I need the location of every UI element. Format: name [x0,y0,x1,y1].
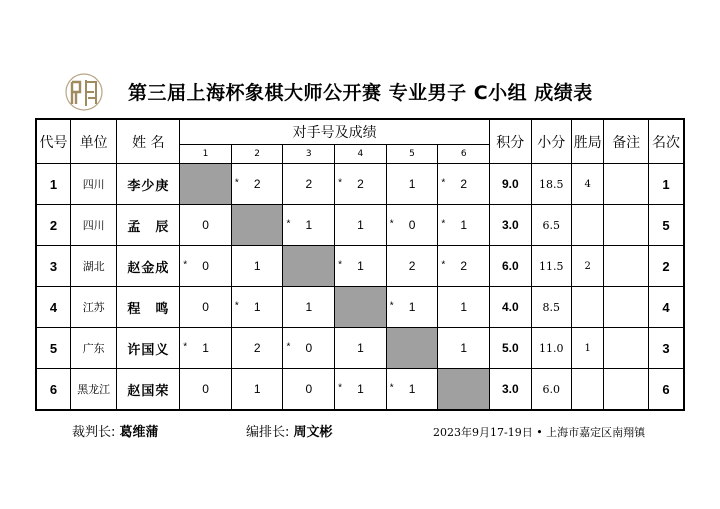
first-move-mark: * [441,259,446,271]
result-cell [335,369,387,411]
player-points: 3.0 [490,369,532,411]
self-cell [386,328,438,369]
result-cell [438,246,490,287]
player-rank: 4 [648,287,684,328]
result-cell [438,287,490,328]
result-score: 2 [253,177,261,191]
date-location: 2023年9月17-19日 • 上海市嘉定区南翔镇 [433,426,646,439]
player-name: 赵金成 [117,246,180,287]
result-cell [283,287,335,328]
player-tiebreak: 11.5 [531,246,571,287]
player-rank: 6 [648,369,684,411]
first-move-mark: * [389,382,394,394]
self-cell [283,246,335,287]
first-move-mark: * [389,218,394,230]
opp-number: 3 [283,145,335,164]
result-cell [180,205,232,246]
result-score: 2 [253,341,261,355]
first-move-mark: * [441,177,446,189]
result-cell [386,164,438,205]
arbiter-block [246,421,333,440]
result-cell [438,328,490,369]
referee-block [72,421,159,440]
player-rank: 1 [648,164,684,205]
result-score: 1 [408,300,416,314]
player-notes [604,205,649,246]
result-cell [180,328,232,369]
result-score: 0 [202,218,209,232]
player-points: 4.0 [490,287,532,328]
player-wins [572,287,604,328]
first-move-mark: * [338,382,343,394]
result-score: 0 [202,259,209,273]
header-notes: 备注 [604,119,649,164]
result-cell [283,205,335,246]
self-cell [231,205,283,246]
result-score: 2 [305,177,313,191]
player-tiebreak: 8.5 [531,287,571,328]
arbiter-name: 周文彬 [293,425,333,440]
result-score: 1 [357,259,364,273]
referee-name: 葛维蒲 [119,425,159,440]
result-cell [386,369,438,411]
player-unit: 四川 [70,164,117,205]
player-points: 6.0 [490,246,532,287]
results-table-wrap [35,118,685,410]
result-cell [335,164,387,205]
player-code: 1 [36,164,70,205]
opp-number: 1 [180,145,232,164]
table-row [36,287,684,328]
result-cell [335,205,387,246]
opp-number: 2 [231,145,283,164]
player-rank: 2 [648,246,684,287]
first-move-mark: * [286,218,291,230]
results-table [35,118,685,411]
header-rank: 名次 [648,119,684,164]
table-row [36,205,684,246]
player-notes [604,287,649,328]
player-unit: 四川 [70,205,117,246]
player-tiebreak: 6.0 [531,369,571,411]
header-wins: 胜局 [572,119,604,164]
player-name: 赵国荣 [117,369,180,411]
result-cell [335,328,387,369]
player-notes [604,328,649,369]
player-name: 李少庚 [117,164,180,205]
player-rank: 3 [648,328,684,369]
table-row [36,246,684,287]
player-wins: 2 [572,246,604,287]
result-score: 0 [202,382,209,396]
result-cell [283,164,335,205]
player-code: 3 [36,246,70,287]
result-score: 1 [305,300,313,314]
result-score: 1 [253,259,261,273]
header-unit: 单位 [70,119,117,164]
result-cell [283,328,335,369]
arbiter-label: 编排长: [246,425,290,440]
table-row [36,369,684,411]
result-cell [231,164,283,205]
result-cell [438,164,490,205]
result-cell [180,369,232,411]
result-score: 1 [253,300,261,314]
player-code: 6 [36,369,70,411]
first-move-mark: * [234,177,239,189]
player-points: 9.0 [490,164,532,205]
player-code: 2 [36,205,70,246]
result-score: 2 [460,259,468,273]
player-name: 孟 辰 [117,205,180,246]
first-move-mark: * [338,177,343,189]
player-code: 4 [36,287,70,328]
result-score: 1 [357,341,364,355]
self-cell [180,164,232,205]
first-move-mark: * [286,341,291,353]
result-score: 2 [460,177,468,191]
player-unit: 黑龙江 [70,369,117,411]
result-score: 1 [460,300,468,314]
player-code: 5 [36,328,70,369]
opp-number: 4 [335,145,387,164]
result-cell [283,369,335,411]
header-points: 积分 [490,119,532,164]
header-opponents: 对手号及成绩 [180,119,490,145]
header-name: 姓 名 [117,119,180,164]
result-cell [335,246,387,287]
first-move-mark: * [183,259,188,271]
player-wins: 1 [572,328,604,369]
result-score: 1 [460,341,468,355]
first-move-mark: * [183,341,188,353]
player-wins [572,369,604,411]
result-cell [180,287,232,328]
table-row [36,164,684,205]
referee-label: 裁判长: [72,425,116,440]
result-cell [231,287,283,328]
result-score: 0 [202,300,209,314]
self-cell [335,287,387,328]
header-code: 代号 [36,119,70,164]
opp-number: 5 [386,145,438,164]
player-tiebreak: 18.5 [531,164,571,205]
result-cell [386,246,438,287]
result-score: 1 [408,177,416,191]
player-wins [572,205,604,246]
first-move-mark: * [234,300,239,312]
result-cell [231,328,283,369]
player-notes [604,164,649,205]
player-name: 程 鸣 [117,287,180,328]
result-score: 0 [408,218,416,232]
result-cell [386,287,438,328]
first-move-mark: * [441,218,446,230]
result-cell [386,205,438,246]
result-cell [231,246,283,287]
player-points: 3.0 [490,205,532,246]
player-tiebreak: 6.5 [531,205,571,246]
result-cell [438,205,490,246]
player-unit: 湖北 [70,246,117,287]
result-score: 2 [357,177,364,191]
player-unit: 广东 [70,328,117,369]
header-tiebreak: 小分 [531,119,571,164]
result-score: 1 [253,382,261,396]
first-move-mark: * [338,259,343,271]
result-cell [180,246,232,287]
result-score: 1 [305,218,313,232]
result-cell [231,369,283,411]
player-points: 5.0 [490,328,532,369]
player-wins: 4 [572,164,604,205]
self-cell [438,369,490,411]
result-score: 1 [460,218,468,232]
player-notes [604,246,649,287]
result-score: 1 [357,382,364,396]
result-score: 2 [408,259,416,273]
table-row [36,328,684,369]
result-score: 1 [202,341,209,355]
opp-number: 6 [438,145,490,164]
first-move-mark: * [389,300,394,312]
player-unit: 江苏 [70,287,117,328]
result-score: 1 [357,218,364,232]
result-score: 0 [305,341,313,355]
result-score: 1 [408,382,416,396]
event-logo [62,70,110,114]
player-name: 许国义 [117,328,180,369]
player-rank: 5 [648,205,684,246]
player-tiebreak: 11.0 [531,328,571,369]
page-title: 第三届上海杯象棋大师公开赛 专业男子 C小组 成绩表 [128,82,593,104]
player-notes [604,369,649,411]
result-score: 0 [305,382,313,396]
